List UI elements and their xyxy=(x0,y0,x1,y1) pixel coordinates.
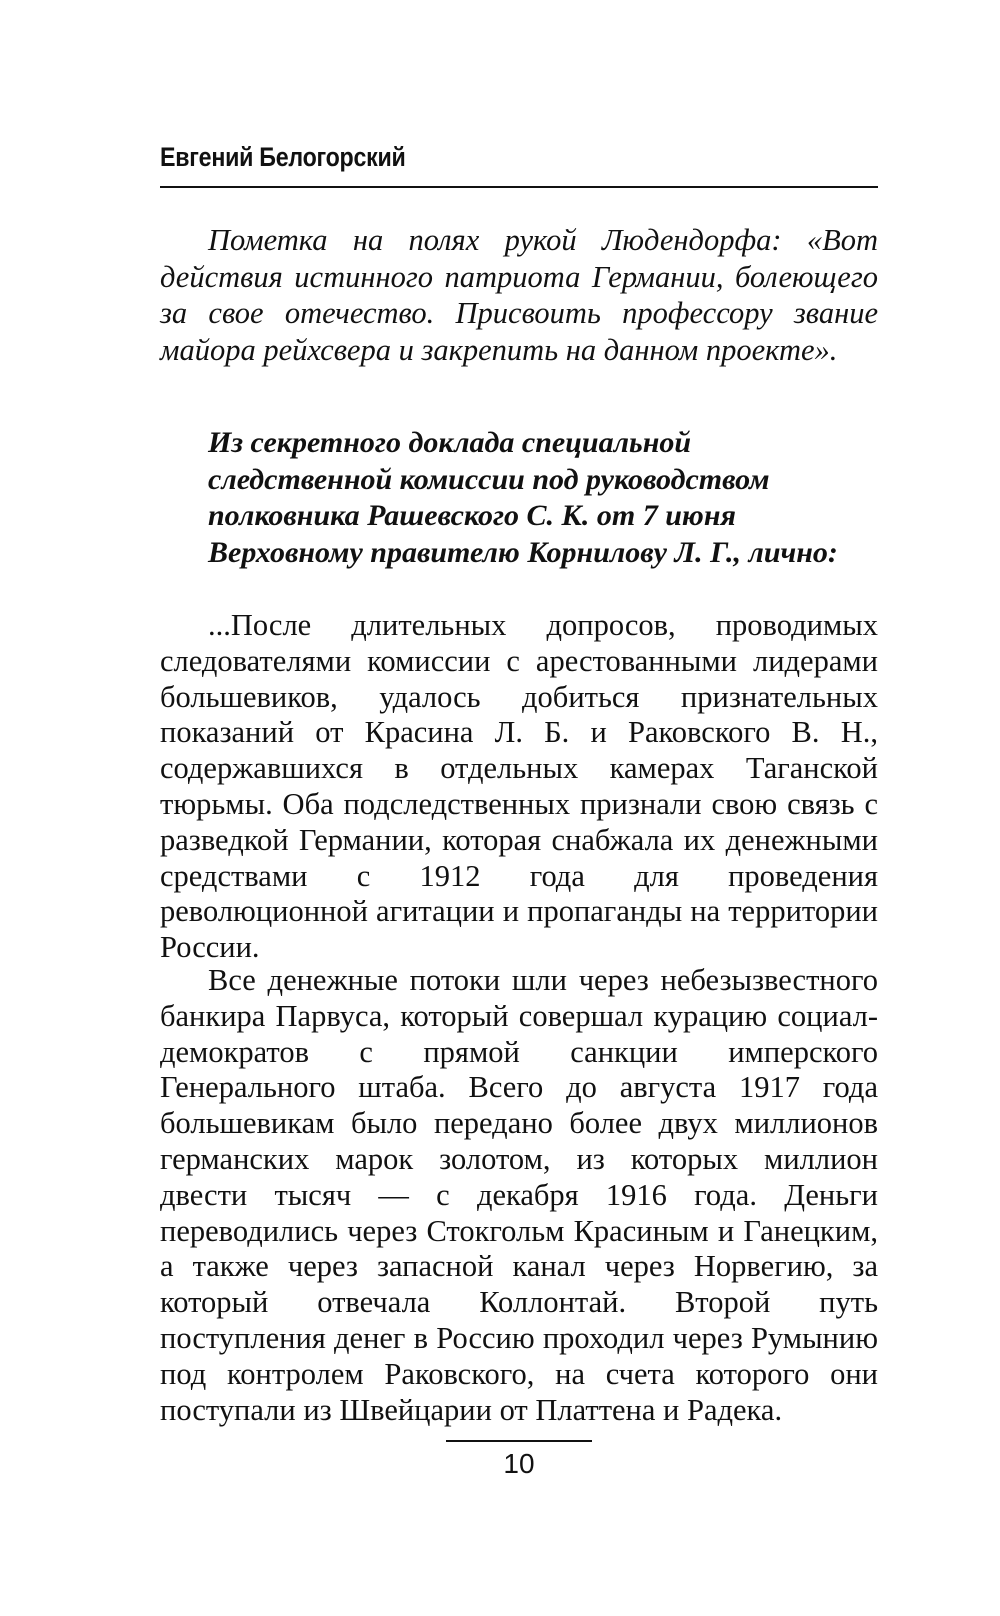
running-head-author: Евгений Белогорский xyxy=(160,142,406,172)
header-rule xyxy=(160,186,878,188)
page-number: 10 xyxy=(503,1448,535,1479)
body-paragraph-1: ...После длительных допросов, проводимых следователями комиссии с арестованными лидерами большевиков, удалось добиться признательных показаний от Красина Л. Б. и Раковского В. Н., содержавшихся в отдельных камерах Таганской тюрьмы. Оба подследственных признали свою связь с разведкой Германии, которая снабжала их денежными средствами с 1912 года для проведения революционной агитации и пропаганды на территории России. xyxy=(160,608,878,965)
margin-note: Пометка на полях рукой Людендорфа: «Вот действия истинного патриота Германии, болеющего за свое отечество. Присвоить профессору звание майора рейхсвера и закрепить на данном проекте». xyxy=(160,223,878,367)
body-paragraph-2: Все денежные потоки шли через небезызвестного банкира Парвуса, который совершал курацию социал-демократов с прямой санкции имперского Генерального штаба. Всего до августа 1917 года большевикам было передано более двух миллионов германских марок золотом, из которых миллион двести тысяч — с декабря 1916 года. Деньги переводились через Стокгольм Красиным и Ганецким, а также через запасной канал через Норвегию, за который отвечала Коллонтай. Второй путь поступления денег в Россию проходил через Румынию под контролем Раковского, на счета которого они поступали из Швейцарии от Платтена и Радека. xyxy=(160,963,878,1427)
book-page xyxy=(160,0,878,1616)
section-heading: Из секретного доклада специальной следственной комиссии под руководством полковника Рашевского С. К. от 7 июня Верховному правителю Корнилову Л. Г., лично: xyxy=(208,426,838,569)
footer-rule xyxy=(446,1440,592,1442)
